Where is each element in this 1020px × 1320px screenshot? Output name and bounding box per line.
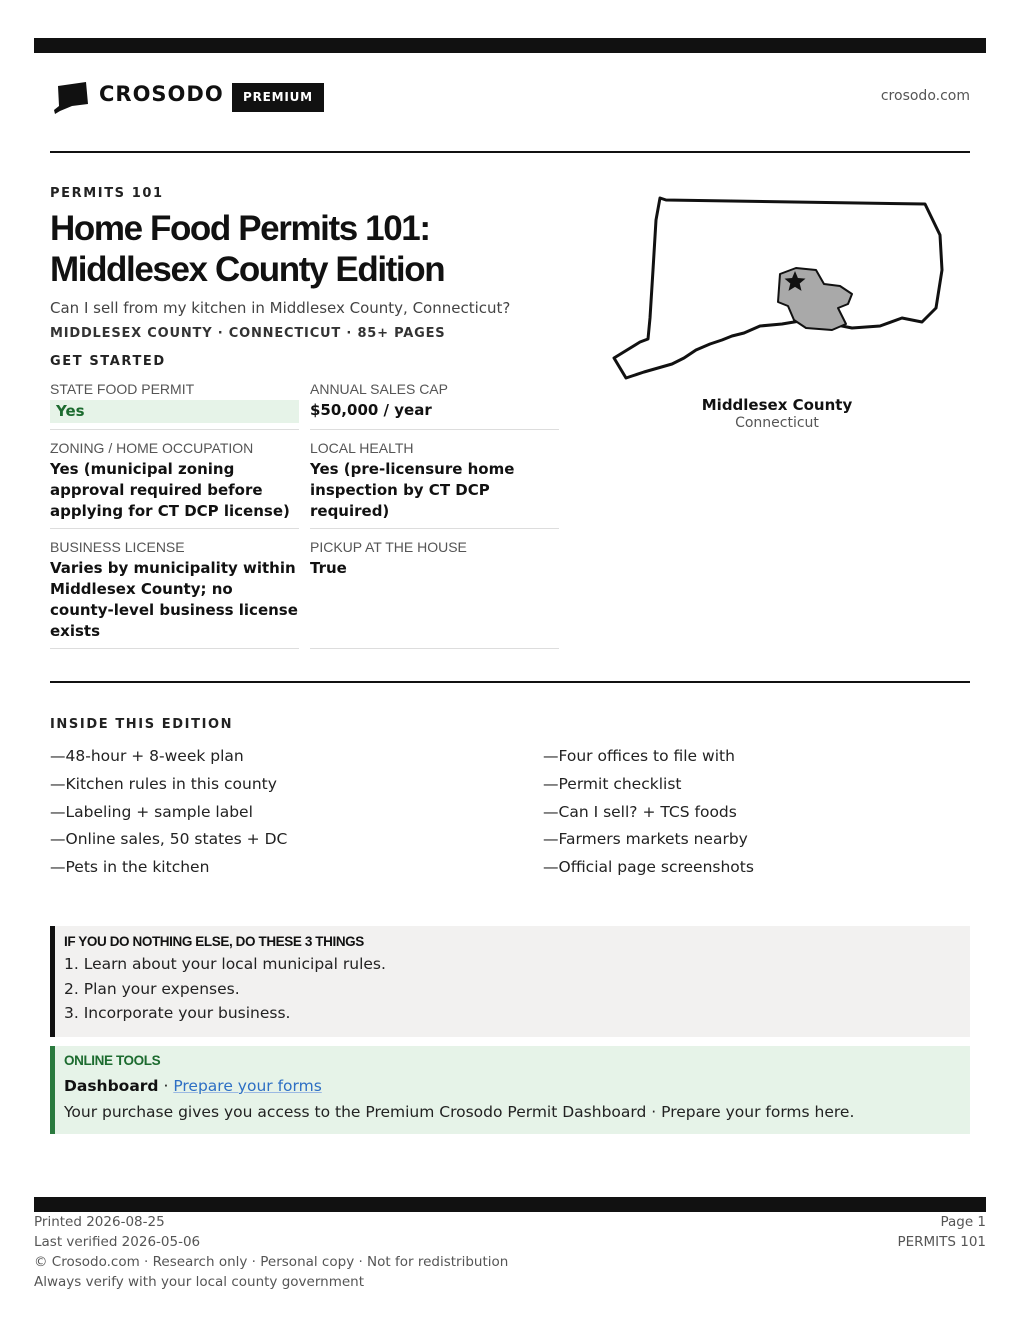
fact-label: ANNUAL SALES CAP — [310, 381, 448, 397]
page-title — [50, 208, 610, 290]
toc-item: —Four offices to file with — [543, 747, 735, 765]
prepare-forms-link[interactable]: Prepare your forms — [173, 1077, 322, 1095]
fact-label: PICKUP AT THE HOUSE — [310, 539, 467, 555]
map-caption — [610, 396, 944, 431]
dashboard-label: Dashboard — [64, 1077, 159, 1095]
toc-item: —Permit checklist — [543, 774, 682, 793]
premium-badge: PREMIUM — [232, 83, 324, 112]
callout-title: IF YOU DO NOTHING ELSE, DO THESE 3 THINGS — [64, 934, 364, 949]
fact-label: STATE FOOD PERMIT — [50, 381, 195, 397]
callout-title: ONLINE TOOLS — [64, 1053, 161, 1068]
printed-date: Printed 2026-08-25 — [34, 1214, 165, 1230]
kicker: PERMITS 101 — [50, 186, 164, 201]
dashboard-row — [64, 1073, 970, 1099]
inside-edition-label: INSIDE THIS EDITION — [50, 717, 234, 732]
toc-item: —Can I sell? + TCS foods — [543, 802, 737, 821]
fact-business-license — [50, 539, 299, 649]
toc-item: —Farmers markets nearby — [543, 830, 748, 849]
divider — [50, 151, 970, 153]
toc-left-column — [50, 744, 490, 883]
toc-item: —Kitchen rules in this county — [50, 774, 277, 793]
fact-value: Yes (municipal zoning approval required before applying for CT DCP license) — [50, 460, 290, 520]
footer-right — [897, 1212, 986, 1252]
map-county-name: Middlesex County — [701, 396, 853, 414]
top-bar — [34, 38, 986, 53]
disclaimer: Always verify with your local county government — [34, 1274, 364, 1290]
brand-name[interactable]: CROSODO — [99, 82, 224, 106]
fact-grid — [50, 381, 559, 659]
online-tools-callout — [50, 1046, 970, 1134]
priority-item: 1. Learn about your local municipal rules. — [64, 955, 386, 973]
fact-label: BUSINESS LICENSE — [50, 539, 185, 555]
toc-item: —48-hour + 8-week plan — [50, 747, 244, 765]
site-url[interactable]: crosodo.com — [880, 88, 970, 104]
page-header — [50, 78, 970, 118]
page-number: Page 1 — [940, 1214, 986, 1230]
county-locator-map — [610, 190, 950, 390]
footer-left — [34, 1212, 508, 1292]
fact-value: $50,000 / year — [310, 401, 432, 419]
toc-right-column — [543, 744, 983, 883]
fact-state-food-permit — [50, 381, 299, 430]
fact-value: Yes (pre-licensure home inspection by CT DCP required) — [310, 460, 515, 520]
subtitle: Can I sell from my kitchen in Middlesex County, Connecticut? — [50, 299, 511, 317]
meta-line: MIDDLESEX COUNTY · CONNECTICUT · 85+ PAGES — [50, 326, 446, 341]
toc-item: —Official page screenshots — [543, 858, 754, 877]
fact-zoning — [50, 440, 299, 529]
toc-item: —Pets in the kitchen — [50, 858, 210, 877]
priority-item: 2. Plan your expenses. — [64, 979, 240, 998]
divider — [50, 681, 970, 683]
title-line-2: Middlesex County Edition — [50, 250, 445, 289]
fact-pickup — [310, 539, 559, 649]
toc-item: —Online sales, 50 states + DC — [50, 830, 288, 849]
priority-item: 3. Incorporate your business. — [64, 1004, 291, 1022]
fact-annual-sales-cap — [310, 381, 559, 430]
fact-value: True — [310, 559, 347, 577]
online-tools-description: Your purchase gives you access to the Premium Crosodo Permit Dashboard · Prepare your forms here. — [64, 1103, 855, 1121]
fact-value: Varies by municipality within Middlesex County; no county-level business license exists — [50, 559, 298, 640]
copyright-notice: © Crosodo.com · Research only · Personal copy · Not for redistribution — [34, 1254, 509, 1270]
bottom-bar — [34, 1197, 986, 1212]
fact-label: LOCAL HEALTH — [310, 440, 414, 456]
toc-item: —Labeling + sample label — [50, 802, 253, 821]
fact-label: ZONING / HOME OCCUPATION — [50, 440, 254, 456]
separator: · — [158, 1077, 174, 1095]
fact-local-health — [310, 440, 559, 529]
priorities-callout — [50, 926, 970, 1037]
title-line-1: Home Food Permits 101: — [50, 209, 430, 248]
connecticut-shape-icon — [52, 78, 88, 114]
fact-value: Yes — [50, 400, 299, 423]
map-state-name: Connecticut — [735, 415, 819, 431]
verified-date: Last verified 2026-05-06 — [34, 1234, 201, 1250]
section-name: PERMITS 101 — [897, 1234, 986, 1250]
get-started-label: GET STARTED — [50, 354, 166, 369]
